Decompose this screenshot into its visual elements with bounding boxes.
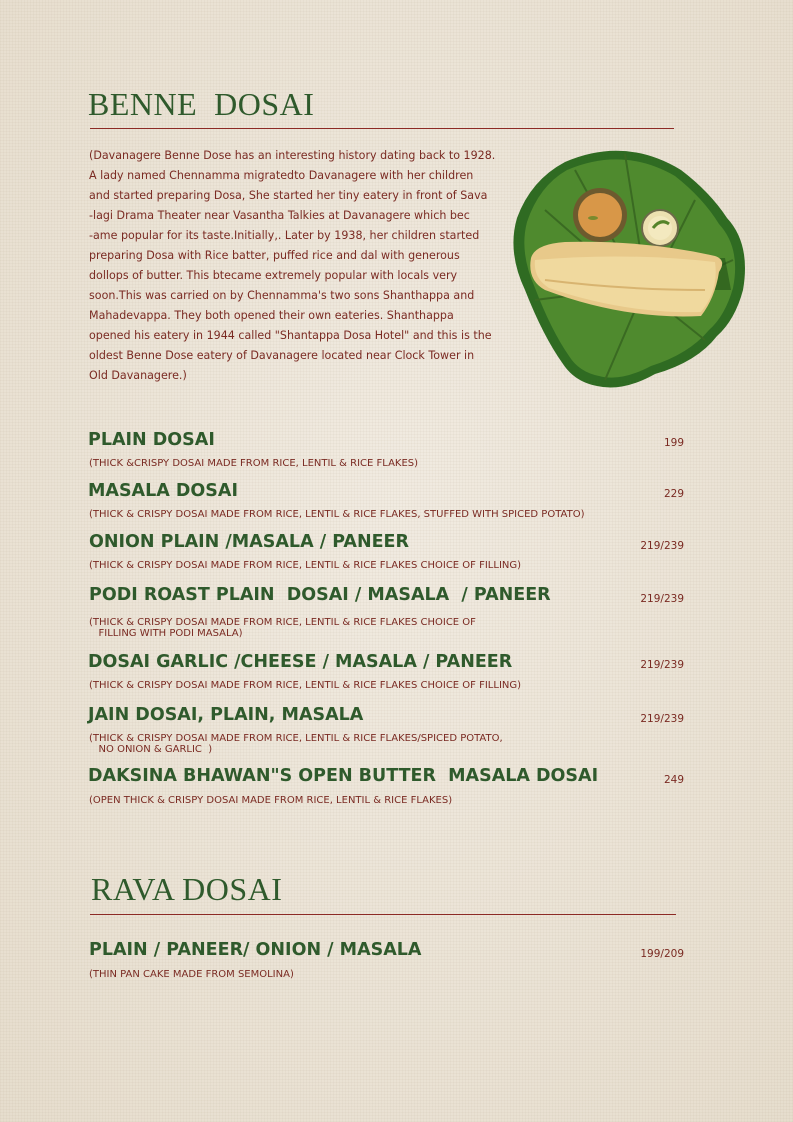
menu-item-description: (THICK & CRISPY DOSAI MADE FROM RICE, LENTIL & RICE FLAKES CHOICE OF FILLING) [89,680,522,691]
section-divider [90,914,676,915]
history-line: Mahadevappa. They both opened their own eateries. Shanthappa [89,309,454,322]
menu-item-name: PODI ROAST PLAIN DOSAI / MASALA / PANEER [89,585,551,605]
section-title-benne-dosai: BENNE DOSAI [88,86,315,122]
menu-item-price: 199/209 [640,948,684,960]
menu-item-price: 229 [663,488,684,500]
section-title-rava-dosai: RAVA DOSAI [91,871,283,907]
history-line: and started preparing Dosa, She started her tiny eatery in front of Sava [89,189,488,202]
history-line: (Davanagere Benne Dose has an interesting history dating back to 1928. [89,149,496,162]
menu-item-description: (THICK &CRISPY DOSAI MADE FROM RICE, LENTIL & RICE FLAKES) [89,458,419,469]
menu-item-description: (THICK & CRISPY DOSAI MADE FROM RICE, LENTIL & RICE FLAKES/SPICED POTATO, NO ONION & GARLIC ) [89,733,503,755]
menu-item-name: PLAIN DOSAI [88,430,215,450]
menu-item-description: (THICK & CRISPY DOSAI MADE FROM RICE, LENTIL & RICE FLAKES CHOICE OF FILLING) [89,560,522,571]
menu-item-price: 249 [663,774,684,786]
history-line: opened his eatery in 1944 called "Shantappa Dosa Hotel" and this is the [89,329,492,342]
history-line: dollops of butter. This btecame extremely popular with locals very [89,269,458,282]
menu-item-price: 219/239 [640,659,684,671]
history-line: Old Davanagere.) [89,369,187,382]
menu-item-price: 219/239 [640,713,684,725]
menu-item-description: (THICK & CRISPY DOSAI MADE FROM RICE, LENTIL & RICE FLAKES, STUFFED WITH SPICED POTATO) [89,509,585,520]
menu-item-name: ONION PLAIN /MASALA / PANEER [89,532,409,552]
history-line: soon.This was carried on by Chennamma's two sons Shanthappa and [89,289,475,302]
history-line: -lagi Drama Theater near Vasantha Talkies at Davanagere which bec [89,209,470,222]
menu-item-description: (THIN PAN CAKE MADE FROM SEMOLINA) [89,969,294,980]
menu-item-description: (OPEN THICK & CRISPY DOSAI MADE FROM RICE, LENTIL & RICE FLAKES) [89,795,453,806]
menu-item-name: JAIN DOSAI, PLAIN, MASALA [88,705,364,725]
history-line: preparing Dosa with Rice batter, puffed rice and dal with generous [89,249,460,262]
menu-item-name: DOSAI GARLIC /CHEESE / MASALA / PANEER [88,652,513,672]
menu-item-price: 219/239 [640,540,684,552]
history-line: A lady named Chennamma migratedto Davanagere with her children [89,169,474,182]
benne-dosai-history-paragraph [89,146,509,386]
menu-item-name: MASALA DOSAI [88,481,238,501]
dosa-on-banana-leaf-icon [505,140,750,392]
history-line: oldest Benne Dose eatery of Davanagere located near Clock Tower in [89,349,475,362]
menu-item-name: DAKSINA BHAWAN"S OPEN BUTTER MASALA DOSAI [88,766,599,786]
menu-item-name: PLAIN / PANEER/ ONION / MASALA [89,940,422,960]
menu-item-price: 219/239 [640,593,684,605]
menu-item-description: (THICK & CRISPY DOSAI MADE FROM RICE, LENTIL & RICE FLAKES CHOICE OF FILLING WITH PODI MASALA) [89,617,476,639]
history-line: -ame popular for its taste.Initially,. Later by 1938, her children started [89,229,480,242]
section-divider [90,128,674,129]
menu-item-price: 199 [663,437,684,449]
